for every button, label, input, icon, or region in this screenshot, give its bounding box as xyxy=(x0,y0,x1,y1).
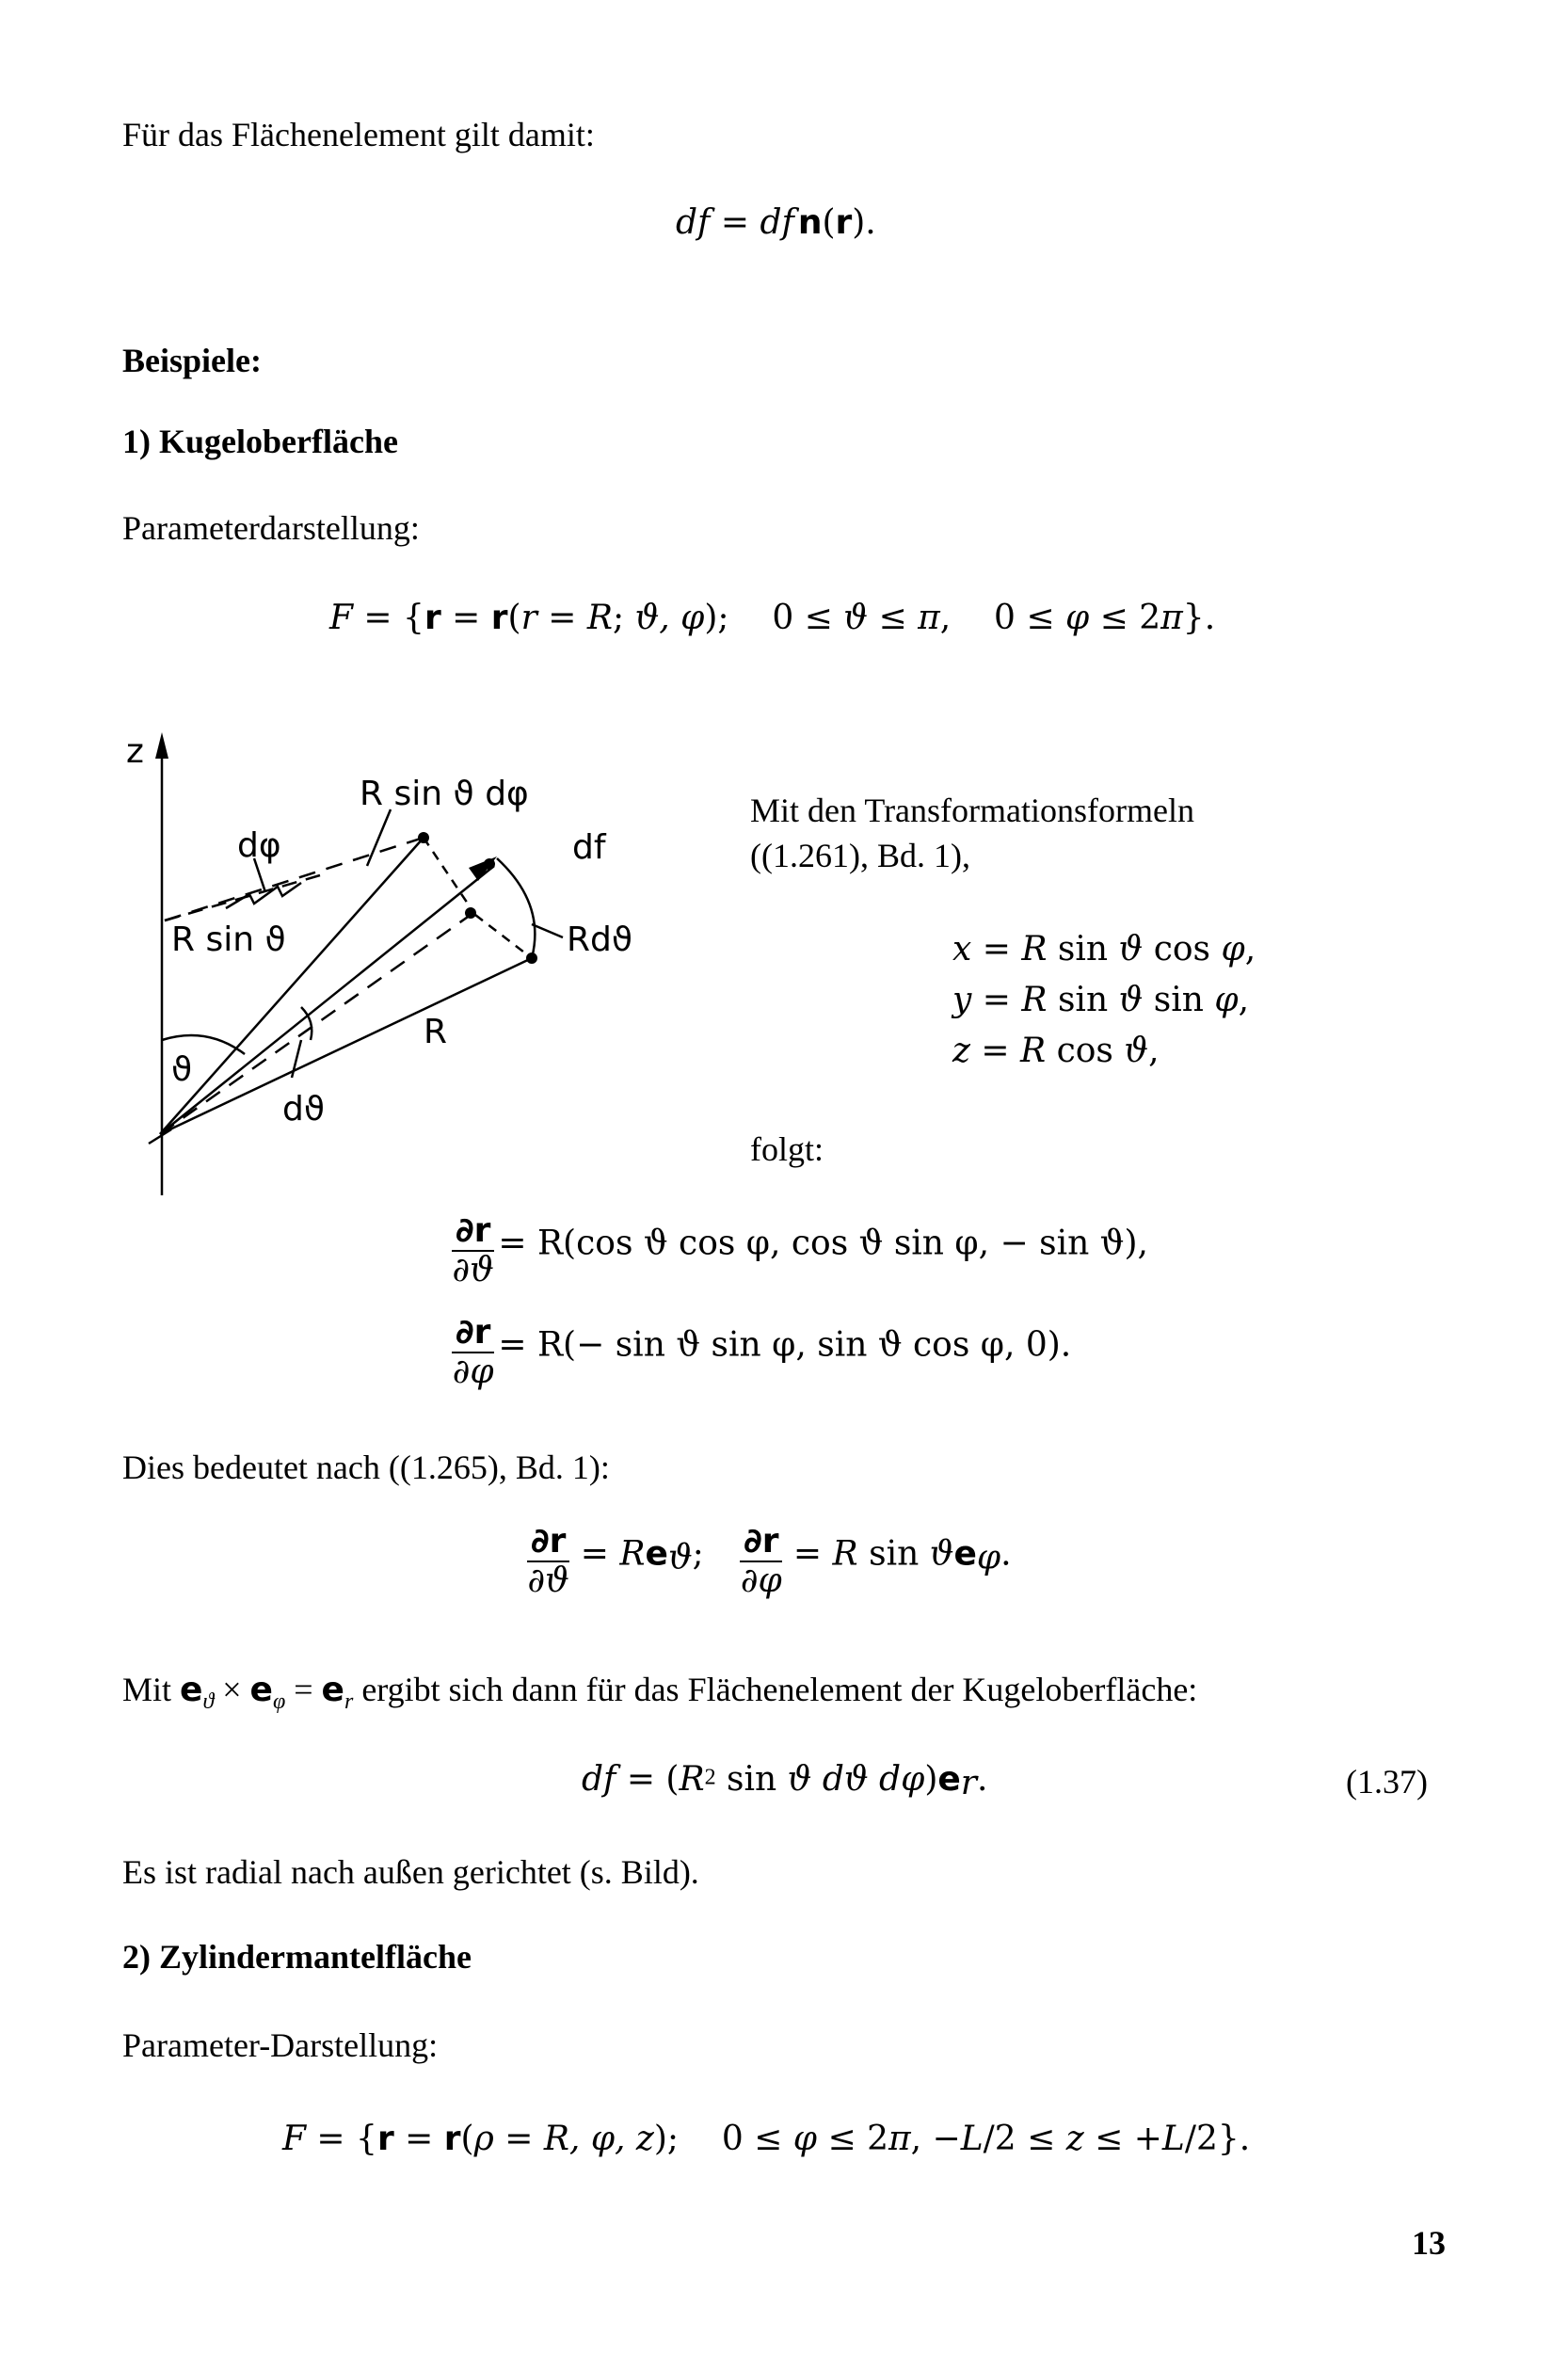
origin-tick xyxy=(149,1129,171,1144)
dashed-lower xyxy=(475,915,532,958)
equation-df: df = df n(r). xyxy=(676,203,876,242)
dashed-top xyxy=(165,838,424,920)
equation-x: x = R sin ϑ cos φ, xyxy=(952,930,1256,968)
label-rsin-dphi: R sin ϑ dφ xyxy=(360,775,529,813)
rdtheta-pointer xyxy=(532,924,563,937)
equation-number: (1.37) xyxy=(1346,1763,1428,1801)
param-label-2: Parameter-Darstellung: xyxy=(122,2026,439,2064)
equation-F-cylinder: F = {r = r(ρ = R, φ, z); 0 ≤ φ ≤ 2π, −L/2 ≤ z ≤ +L/2}. xyxy=(282,2120,1251,2158)
param-label-1: Parameterdarstellung: xyxy=(122,509,420,547)
dtheta-arc xyxy=(301,1007,312,1040)
sphere-arc xyxy=(497,858,535,958)
point-df xyxy=(484,858,495,870)
equation-y: y = R sin ϑ sin φ, xyxy=(952,981,1250,1019)
point-mid xyxy=(465,907,476,919)
equation-z: z = R cos ϑ, xyxy=(952,1032,1160,1070)
mit-line: Mit $e_ϑ \times e_\varphi = e_r$ ergibt sich dann für das Flächenelement der Kugeloberfläche: xyxy=(122,1671,1198,1715)
equation-basis: $\frac{\partial r}{\partial ϑ}$ = $Re_ϑ$; $\frac{\partial r}{\partial\varphi}$ = R $\sin ϑe_\varphi$. xyxy=(527,1522,1012,1600)
equation-deriv-phi: $\frac{\partial r}{\partial\varphi}$ = R(− sin ϑ sin φ, sin ϑ cos φ, 0). xyxy=(452,1313,1072,1391)
z-axis-arrowhead xyxy=(155,732,168,759)
page-number: 13 xyxy=(1412,2224,1446,2262)
equation-F-sphere: F = {r = r(r = R; ϑ, φ); 0 ≤ ϑ ≤ π, 0 ≤ φ ≤ 2π}. xyxy=(329,599,1216,637)
label-R: R xyxy=(424,1013,448,1051)
label-z: z xyxy=(126,732,144,771)
point-top xyxy=(418,832,429,843)
label-rsin: R sin ϑ xyxy=(171,920,286,959)
sphere-diagram xyxy=(113,715,772,1205)
example1-title: 1) Kugeloberfläche xyxy=(122,423,398,460)
label-dtheta: dϑ xyxy=(282,1090,326,1128)
rsin-dphi-pointer xyxy=(367,809,391,866)
dies-text: Dies bedeutet nach ((1.265), Bd. 1): xyxy=(122,1449,610,1486)
example2-title: 2) Zylindermantelfläche xyxy=(122,1938,472,1976)
deriv-theta-rhs: = R(cos ϑ cos φ, cos ϑ sin φ, − sin ϑ), xyxy=(498,1224,1148,1263)
intro-text: Für das Flächenelement gilt damit: xyxy=(122,116,595,153)
point-lower xyxy=(526,952,537,964)
equation-deriv-theta: $\frac{\partial r}{\partial ϑ}$ = R(cos ϑ cos φ, cos ϑ sin φ, − sin ϑ), xyxy=(452,1211,1148,1289)
folgt-text: folgt: xyxy=(750,1130,824,1168)
radial-text: Es ist radial nach außen gerichtet (s. Bild). xyxy=(122,1853,699,1891)
label-rdtheta: Rdϑ xyxy=(567,920,633,959)
label-dphi: dφ xyxy=(237,826,281,865)
deriv-phi-rhs: = R(− sin ϑ sin φ, sin ϑ cos φ, 0). xyxy=(498,1325,1072,1365)
dtheta-pointer xyxy=(292,1040,301,1078)
equation-1-37: df = ($R^2$ sin ϑ dϑ $d\varphi)e_r$. xyxy=(582,1760,988,1803)
trans-line-1: Mit den Transformationsformeln xyxy=(750,792,1194,829)
label-theta: ϑ xyxy=(171,1050,193,1089)
label-df: df xyxy=(572,828,606,867)
beispiele-heading: Beispiele: xyxy=(122,342,262,379)
trans-line-2: ((1.261), Bd. 1), xyxy=(750,837,970,874)
